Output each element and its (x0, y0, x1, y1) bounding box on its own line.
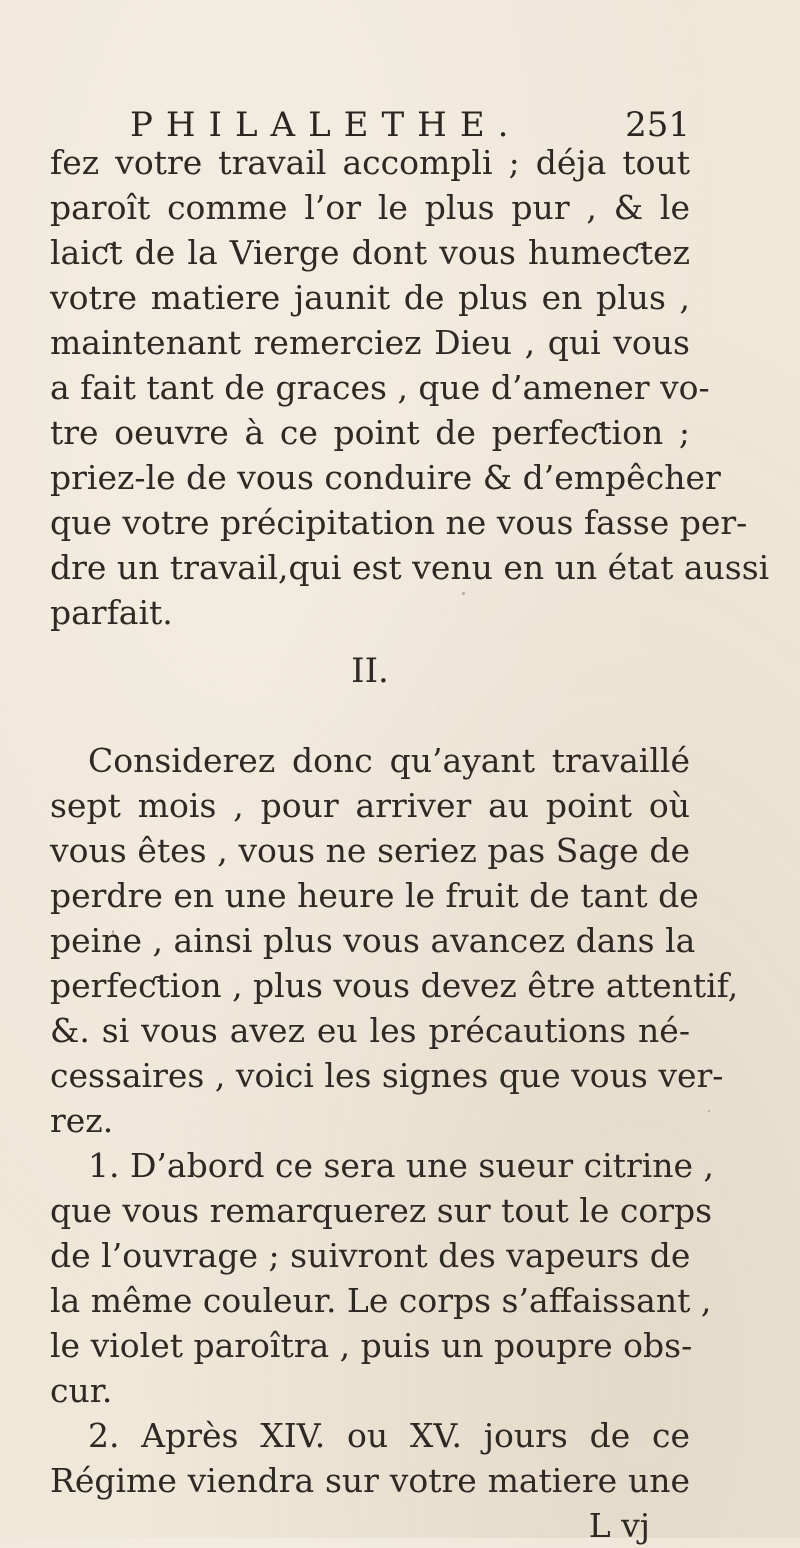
paper-speck (708, 1110, 710, 1112)
text-line: la même couleur. Le corps s’affaissant , (50, 1281, 712, 1320)
section-heading: II. (351, 651, 389, 691)
text-line: tre oeuvre à ce point de perfeƈtion ; (50, 413, 690, 452)
text-line: laiƈt de la Vierge dont vous humeƈtez (50, 233, 690, 272)
text-line: cur. (50, 1371, 113, 1410)
text-line: cessaires , voici les signes que vous ver- (50, 1056, 724, 1095)
text-line: Régime viendra sur votre matiere une (50, 1461, 690, 1500)
text-line: rez. (50, 1101, 114, 1140)
text-line: sept mois , pour arriver au point où (50, 786, 690, 825)
text-line: que vous remarquerez sur tout le corps (50, 1191, 713, 1230)
text-line: de l’ouvrage ; suivront des vapeurs de (50, 1236, 691, 1275)
text-line: Considerez donc qu’ayant travaillé (88, 741, 690, 780)
text-line: &. si vous avez eu les précautions né- (50, 1011, 690, 1050)
text-line: votre matiere jaunit de plus en plus , (50, 278, 690, 317)
text-line: fez votre travail accompli ; déja tout (50, 143, 690, 182)
text-line: paroît comme l’or le plus pur , & le (50, 188, 690, 227)
text-line: que votre précipitation ne vous fasse per- (50, 503, 748, 542)
paper-speck (462, 592, 465, 595)
text-line: 1. D’abord ce sera une sueur citrine , (88, 1146, 715, 1185)
catchword: L vj (588, 1506, 650, 1545)
page-number: 251 (625, 105, 690, 145)
text-line: priez-le de vous conduire & d’empêcher (50, 458, 721, 497)
text-line: a fait tant de graces , que d’amener vo- (50, 368, 710, 407)
paper-speck (112, 930, 114, 934)
text-line: perfeƈtion , plus vous devez être attentif, (50, 966, 739, 1005)
text-line: parfait. (50, 593, 173, 632)
text-line: maintenant remerciez Dieu , qui vous (50, 323, 690, 362)
text-line: vous êtes , vous ne seriez pas Sage de (50, 831, 690, 870)
running-title: PHILALETHE. (130, 105, 522, 145)
text-line: 2. Après XIV. ou XV. jours de ce (88, 1416, 690, 1455)
text-line: le violet paroîtra , puis un poupre obs- (50, 1326, 693, 1365)
page-header (130, 105, 690, 145)
text-line: perdre en une heure le fruit de tant de (50, 876, 699, 915)
text-line: dre un travail,qui est venu en un état aussi (50, 548, 770, 587)
page-body (50, 140, 770, 1548)
text-line: peine , ainsi plus vous avancez dans la (50, 921, 696, 960)
